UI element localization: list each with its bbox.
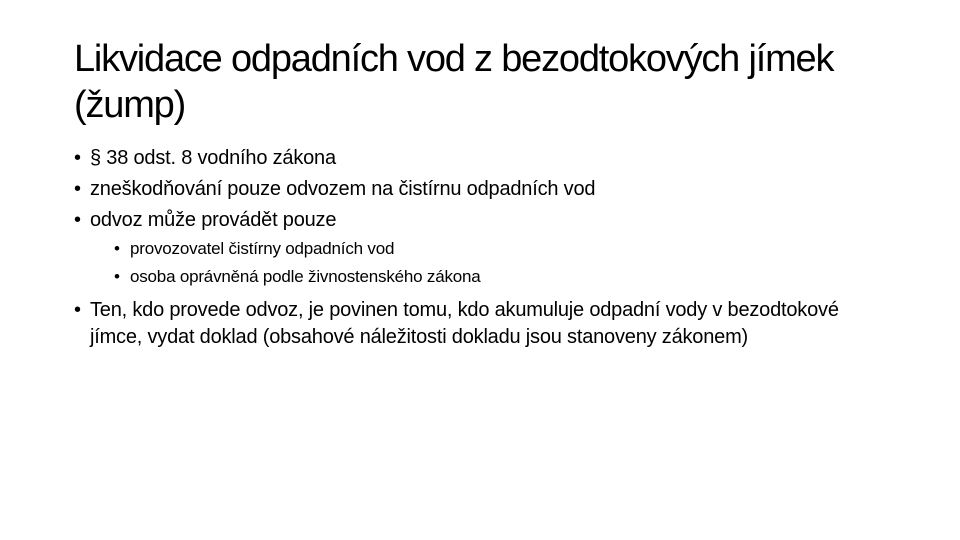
bullet-icon: •	[74, 209, 81, 231]
sub-list-item	[114, 267, 874, 287]
list-item-text: § 38 odst. 8 vodního zákona	[90, 147, 336, 169]
list-item-text: zneškodňování pouze odvozem na čistírnu odpadních vod	[90, 178, 596, 200]
list-item	[74, 177, 874, 201]
list-item	[74, 208, 874, 232]
sublist-container	[74, 239, 874, 287]
bullet-icon: •	[74, 178, 81, 200]
sub-bullet-list	[114, 239, 874, 287]
list-item-text: Ten, kdo provede odvoz, je povinen tomu, kdo akumuluje odpadní vody v bezodtokové jímce, vydat doklad (obsahové náležitosti dokladu jsou stanoveny zákonem)	[90, 299, 839, 348]
bullet-icon: •	[74, 147, 81, 169]
sub-list-item-text: osoba oprávněná podle živnostenského zákona	[130, 267, 481, 286]
bullet-icon: •	[114, 239, 120, 258]
list-item	[74, 297, 874, 351]
list-item	[74, 146, 874, 170]
sub-list-item-text: provozovatel čistírny odpadních vod	[130, 239, 395, 258]
sub-list-item	[114, 239, 874, 259]
bullet-list	[74, 146, 874, 358]
list-item-text: odvoz může provádět pouze	[90, 209, 337, 231]
bullet-icon: •	[74, 299, 81, 321]
bullet-icon: •	[114, 267, 120, 286]
slide-title: Likvidace odpadních vod z bezodtokových jímek (žump)	[74, 38, 834, 126]
